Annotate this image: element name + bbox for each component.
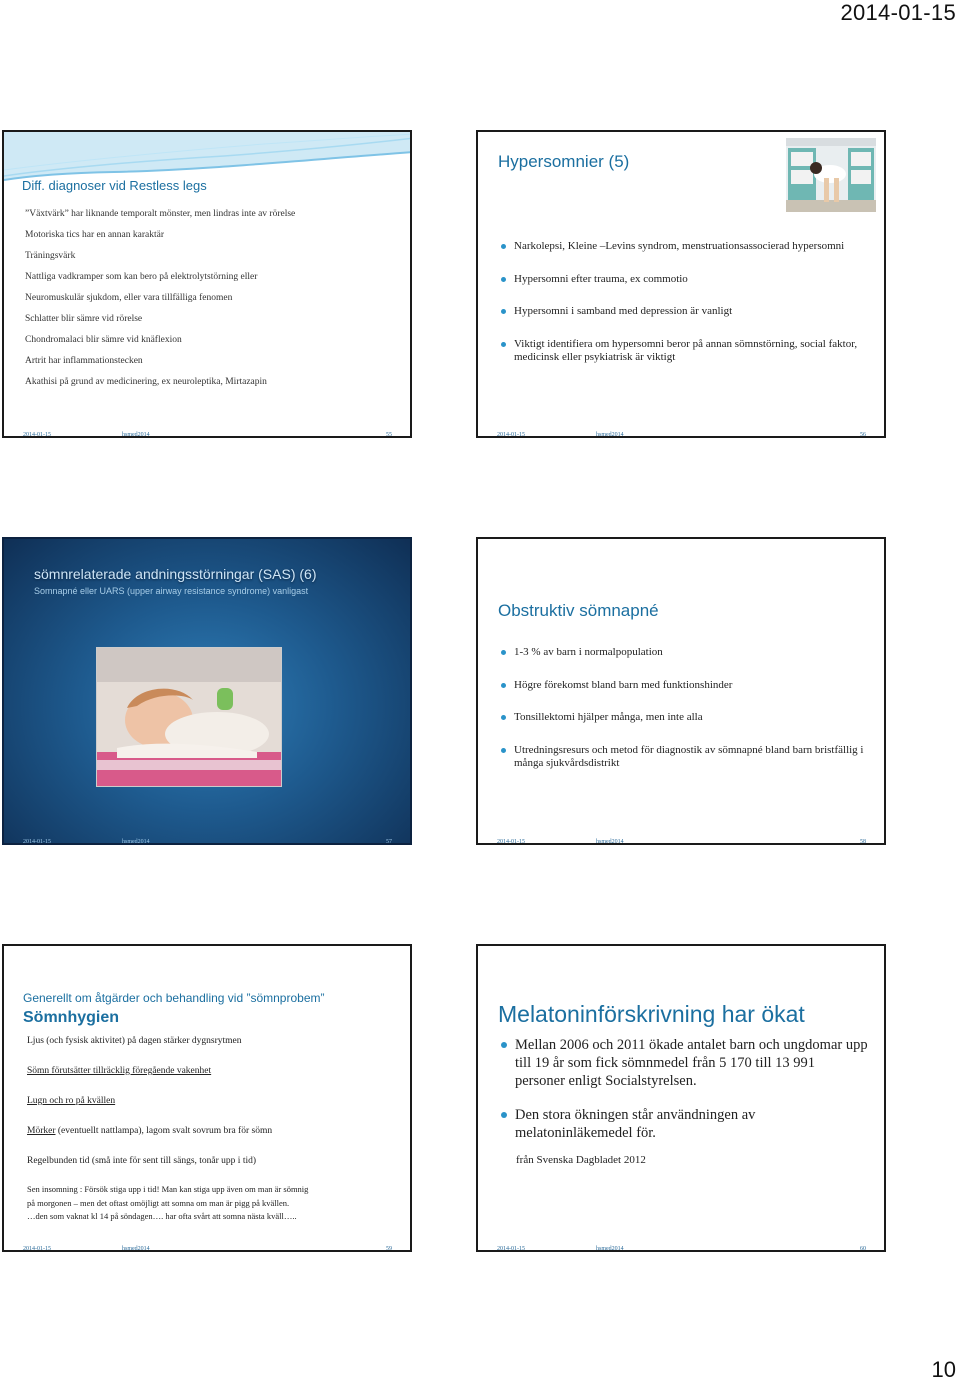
list-item: Chondromalaci blir sämre vid knäflexion [25,335,182,345]
footer-slide-number: 59 [386,1246,392,1252]
footer-slide-number: 57 [386,839,392,845]
footer-date: 2014-01-15 [497,432,525,438]
list-item: Narkolepsi, Kleine –Levins syndrom, menstruationsassocierad hypersomni [498,240,858,254]
list-item [27,1065,272,1077]
list-item: Tonsillektomi hjälper många, men inte alla [498,711,868,725]
list-item: Hypersomni i samband med depression är vanligt [498,305,858,319]
list-item: Träningsvärk [25,251,76,261]
slide-56 [476,130,886,438]
list-item: 1-3 % av barn i normalpopulation [498,646,868,660]
footer-org: hsmed2014 [596,839,624,845]
slide-55 [2,130,412,438]
slide-60 [476,944,886,1252]
list-item: Hypersomni efter trauma, ex commotio [498,273,858,287]
list-item: Artrit har inflammationstecken [25,356,143,366]
footer-org: hsmed2014 [122,1246,150,1252]
slide-pretitle: Generellt om åtgärder och behandling vid ”sömnprobem” [23,991,325,1005]
footer-date: 2014-01-15 [23,1246,51,1252]
footer-slide-number: 56 [860,432,866,438]
list-item: Neuromuskulär sjukdom, eller vara tillfälliga fenomen [25,293,233,303]
footer-date: 2014-01-15 [23,839,51,845]
slide-note [27,1183,367,1224]
list-item: Viktigt identifiera om hypersomni beror på annan sömnstörning, social faktor, medicinsk eller psykiatrisk är viktigt [498,338,858,365]
footer-org: hsmed2014 [122,432,150,438]
list-item: Den stora ökningen står användningen av melatoninläkemedel för. [498,1106,868,1142]
list-item: Akathisi på grund av medicinering, ex neuroleptika, Mirtazapin [25,377,267,387]
source-note: från Svenska Dagbladet 2012 [516,1154,646,1166]
bullet-list [498,1036,868,1158]
list-item: Utredningsresurs och metod för diagnostik av sömnapné bland barn bristfällig i många sjukvårdsdistrikt [498,744,868,771]
slide-57 [2,537,412,845]
slide-title: Sömnhygien [23,1009,120,1026]
footer-org: hsmed2014 [122,839,150,845]
list-item: Schlatter blir sämre vid rörelse [25,314,143,324]
bullet-list [498,646,868,790]
slide-title: Obstruktiv sömnapné [498,601,659,620]
slide-58 [476,537,886,845]
item-text: (eventuellt nattlampa), lagom svalt sovrum bra för sömn [55,1126,273,1136]
note-line: Sen insomning : Försök stiga upp i tid! Man kan stiga upp även om man är sömnig [27,1184,309,1194]
list-item: Högre förekomst bland barn med funktionshinder [498,679,868,693]
advice-list [27,1035,272,1185]
footer-org: hsmed2014 [596,1246,624,1252]
list-item: Nattliga vadkramper som kan bero på elektrolytstörning eller [25,272,258,282]
slide-text-list [25,204,295,393]
slide-title: sömnrelaterade andningsstörningar (SAS) (6) [34,566,317,582]
list-item: Mellan 2006 och 2011 ökade antalet barn och ungdomar upp till 19 år som fick sömnmedel från 5 170 till 13 991 personer enligt Socialstyrelsen. [498,1036,868,1090]
slide-subtitle: Somnapné eller UARS (upper airway resistance syndrome) vanligast [34,586,309,596]
list-item: Ljus (och fysisk aktivitet) på dagen stärker dygnsrytmen [27,1036,242,1046]
slide-title: Hypersomnier (5) [498,152,630,171]
underlined-text: Sömn förutsätter tillräcklig föregående vakenhet [27,1066,212,1076]
slide-title: Diff. diagnoser vid Restless legs [22,178,207,193]
slide-59 [2,944,412,1252]
footer-date: 2014-01-15 [497,1246,525,1252]
list-item [27,1095,272,1107]
list-item: Regelbunden tid (små inte för sent till sängs, tonår upp i tid) [27,1156,257,1166]
list-item: Motoriska tics har en annan karaktär [25,230,165,240]
list-item [27,1125,272,1137]
footer-slide-number: 60 [860,1246,866,1252]
slide-title: Melatoninförskrivning har ökat [498,1001,805,1027]
footer-slide-number: 55 [386,432,392,438]
page-date: 2014-01-15 [840,0,956,25]
note-line: på morgonen – men det oftast omöjligt att somna om man är pigg på kvällen. [27,1197,290,1208]
bullet-list [498,240,858,384]
footer-date: 2014-01-15 [497,839,525,845]
underlined-text: Lugn och ro på kvällen [27,1096,116,1106]
footer-slide-number: 58 [860,839,866,845]
footer-org: hsmed2014 [596,432,624,438]
sleeping-child-photo [96,647,282,787]
note-line: …den som vaknat kl 14 på söndagen…. har ofta svårt att somna nästa kväll….. [27,1211,297,1221]
sleeping-girl-photo [786,138,876,212]
underlined-text: Mörker [27,1126,56,1136]
page-number: 10 [931,1357,956,1382]
list-item: ”Växtvärk” har liknande temporalt mönster, men lindras inte av rörelse [25,209,296,219]
footer-date: 2014-01-15 [23,432,51,438]
